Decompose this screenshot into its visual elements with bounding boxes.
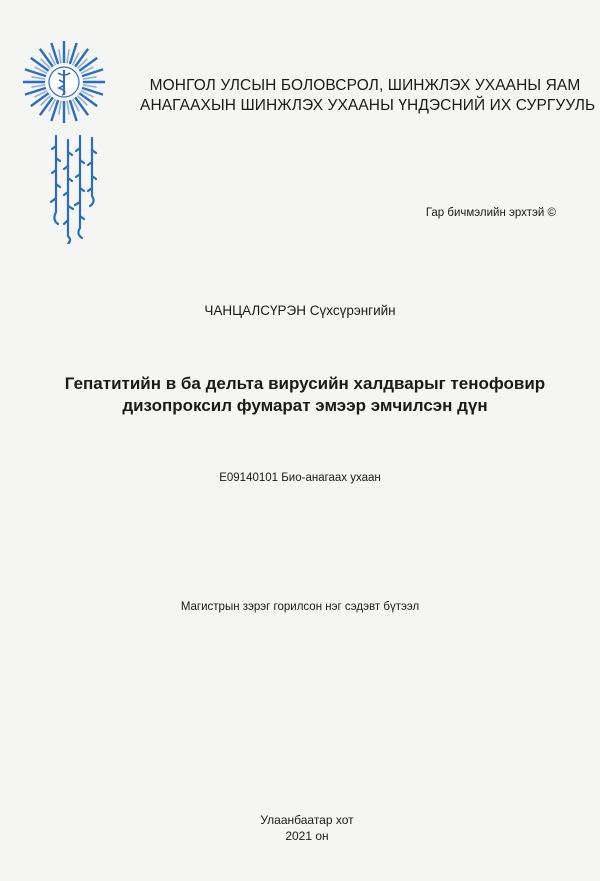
mongolian-script-wordmark-icon (48, 132, 100, 244)
emblem-ray (67, 101, 69, 115)
ministry-line-1: МОНГОЛ УЛСЫН БОЛОВСРОЛ, ШИНЖЛЭХ УХААНЫ ЯАМ (149, 77, 581, 94)
emblem-ray (59, 101, 61, 115)
copyright-note: Гар бичмэлийн эрхтэй © (425, 207, 556, 219)
university-emblem-icon (22, 40, 106, 124)
program-code: E09140101 Био-анагаах ухаан (219, 472, 381, 484)
emblem-ray (67, 49, 69, 63)
footer-city: Улаанбаатар хот (260, 813, 354, 827)
emblem-ray (59, 49, 61, 63)
footer-place-date (0, 812, 600, 844)
thesis-title-line-1: Гепатитийн в ба дельта вирусийн халдварыг тенофовир (64, 374, 546, 393)
emblem-ray (31, 85, 45, 87)
ministry-heading (140, 76, 596, 116)
emblem-ray (31, 77, 45, 79)
degree-note: Магистрын зэрэг горилсон нэг сэдэвт бүтээл (180, 601, 420, 613)
emblem-ray (83, 77, 97, 79)
ministry-line-2: АНАГААХЫН ШИНЖЛЭХ УХААНЫ ҮНДЭСНИЙ ИХ СУРГУУЛЬ (140, 97, 596, 114)
emblem-ray (83, 85, 97, 87)
footer-year: 2021 он (285, 829, 329, 843)
author-name: ЧАНЦАЛСҮРЭН Сүхсүрэнгийн (204, 303, 396, 318)
thesis-title-line-2: дизопроксил фумарат эмээр эмчилсэн дүн (122, 396, 488, 415)
thesis-title (0, 373, 600, 417)
